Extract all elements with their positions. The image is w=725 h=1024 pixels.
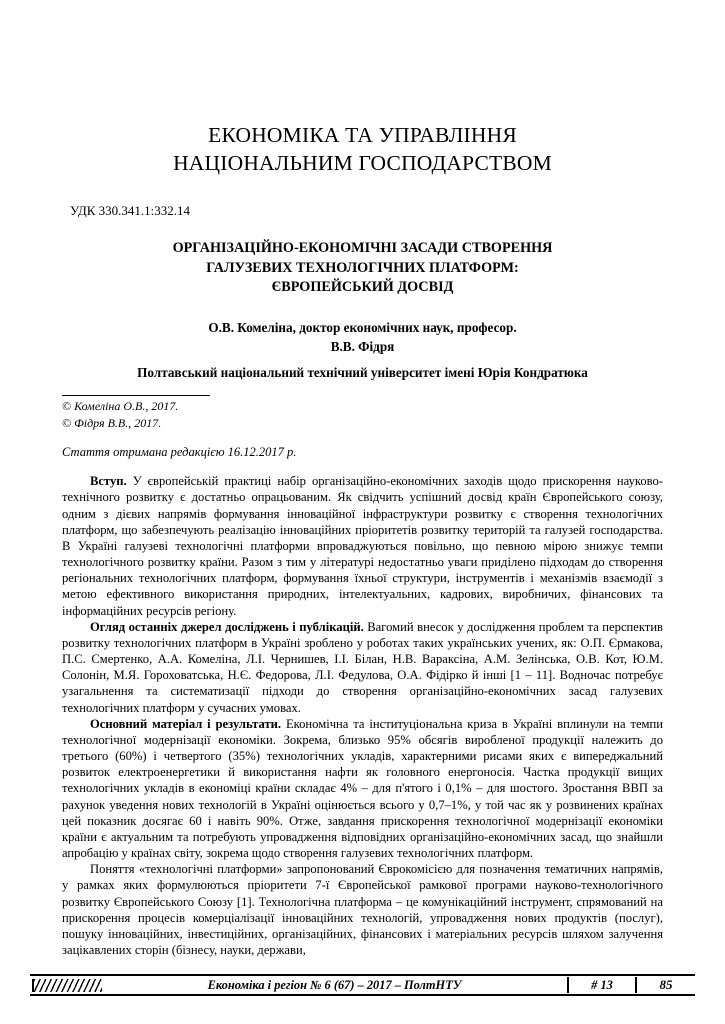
article-title-line-2: ГАЛУЗЕВИХ ТЕХНОЛОГІЧНИХ ПЛАТФОРМ: xyxy=(206,259,519,276)
author-secondary: В.В. Фідря xyxy=(330,338,395,354)
paragraph-review-text: Вагомий внесок у дослідження проблем та перспектив розвитку технологічних платформ в Україні зроблено у роботах таких українських учених, як: О.П. Єрмакова, П.С. Смертенко, А.А. Комеліна, Л.І. Чернишев, І.І. Білан, Н.В. Вараксіна, А.М. Зелінська, О.В. Кот, Ю.М. Солонін, М.Я. Гороховатська, Н.Є. Федорова, Л.І. Федулова, О.А. Фідірко й інші [1 – 11]. Водночас потребує узагальнення та систематизації підходи до створення організаційно-економічних засад галузевих технологічних платформ у сучасних умовах. xyxy=(62,619,663,715)
udk-code: УДК 330.341.1:332.14 xyxy=(70,203,191,219)
footer-rule-bottom xyxy=(30,994,695,996)
paragraph-review-lead: Огляд останніх джерел досліджень і публікацій. xyxy=(90,619,364,634)
footer-issue-number: # 13 xyxy=(567,977,637,993)
paragraph-results xyxy=(62,716,663,862)
author-primary: О.В. Комеліна, доктор економічних наук, професор. xyxy=(208,319,517,335)
article-authors xyxy=(62,318,663,356)
section-heading xyxy=(62,0,663,177)
section-heading-line-2: НАЦІОНАЛЬНИМ ГОСПОДАРСТВОМ xyxy=(173,150,552,175)
paragraph-results-text: Економічна та інституціональна криза в Україні вплинули на темпи технологічної модернізації економіки. Зокрема, близько 95% обсягів виробленої продукції належить до третього (60%) і четвертого (35%) технологічних укладів, характерними рисами яких є випереджальний розвиток електроенергетики й використання нафти як головного енергоносія. Частка продукції вищих технологічних укладів в економіці країни складає 4% – для п'ятого і 0,1% – для шостого. Зростання ВВП за рахунок уведення нових технологій в Україні оцінюється всього у 0,7–1%, у той час як у розвинених країнах цей показник досягає 60 і навіть 90%. Отже, завдання прискорення технологічної модернізації економіки країни є актуальним та потребують упровадження відповідних організаційно-економічних засад, що знайшли апробацію у країнах світу, зокрема щодо створення галузевих технологічних платформ. xyxy=(62,716,664,861)
footer-page-number: 85 xyxy=(659,977,673,992)
article-title xyxy=(62,239,663,298)
affiliation: Полтавський національний технічний університет імені Юрія Кондратюка xyxy=(137,365,588,381)
paragraph-intro-lead: Вступ. xyxy=(90,474,127,489)
paragraph-intro-text: У європейській практиці набір організаційно-економічних заходів щодо прискорення науково-технічного розвитку є достатньо опрацьованим. Як свідчить успішний досвід країн Європейського союзу, одним з дієвих напрямів формування інноваційної інфраструктури розвитку є створення технологічних платформ, що забезпечують реалізацію інноваційних пріоритетів розвитку територій та галузей господарства. В Україні галузеві технологічні платформи впроваджуються повільно, що певною мірою знижує темпи технологічного розвитку країни. Разом з тим у літературі недостатньо уваги приділено підходам до створення регіональних технологічних платформ, формування їхньої структури, інструментів і механізмів взаємодії з метою ефективного використання природних, інтелектуальних, кадрових, виробничих, фінансових та інформаційних ресурсів регіону. xyxy=(62,474,663,618)
received-date: Стаття отримана редакцією 16.12.2017 р. xyxy=(62,445,297,460)
paragraph-intro xyxy=(62,473,663,619)
footer-hatch-decoration xyxy=(32,979,102,992)
footer-journal-title: Економіка і регіон № 6 (67) – 2017 – ПолтНТУ xyxy=(207,977,462,992)
paragraph-platform-definition: Поняття «технологічні платформи» запропонований Єврокомісією для позначення тематичних напрямів, у рамках яких формулюються пріоритети 7-ї Європейської рамкової програми науково-технологічного розвитку Європейського Союзу [1]. Технологічна платформа – це комунікаційний інструмент, спрямований на прискорення процесів комерціалізації інноваційних технологій, упровадження нових продуктів (послуг), пошуку інноваційних, інвестиційних, організаційних, фінансових і матеріальних ресурсів шляхом залучення зацікавлених сторін (бізнесу, науки, держави, xyxy=(62,862,663,958)
article-title-line-3: ЄВРОПЕЙСЬКИЙ ДОСВІД xyxy=(271,279,454,296)
section-heading-line-1: ЕКОНОМІКА ТА УПРАВЛІННЯ xyxy=(208,123,517,147)
paragraph-results-lead: Основний матеріал і результати. xyxy=(90,716,282,731)
copyright-block xyxy=(62,395,663,432)
page-footer xyxy=(0,974,725,996)
copyright-divider xyxy=(62,395,210,396)
article-title-line-1: ОРГАНІЗАЦІЙНО-ЕКОНОМІЧНІ ЗАСАДИ СТВОРЕННЯ xyxy=(172,240,553,257)
article-body xyxy=(62,473,663,958)
paragraph-review xyxy=(62,619,663,716)
copyright-line-1: © Комеліна О.В., 2017. xyxy=(62,399,179,414)
copyright-line-2: © Фідря В.В., 2017. xyxy=(62,416,162,431)
